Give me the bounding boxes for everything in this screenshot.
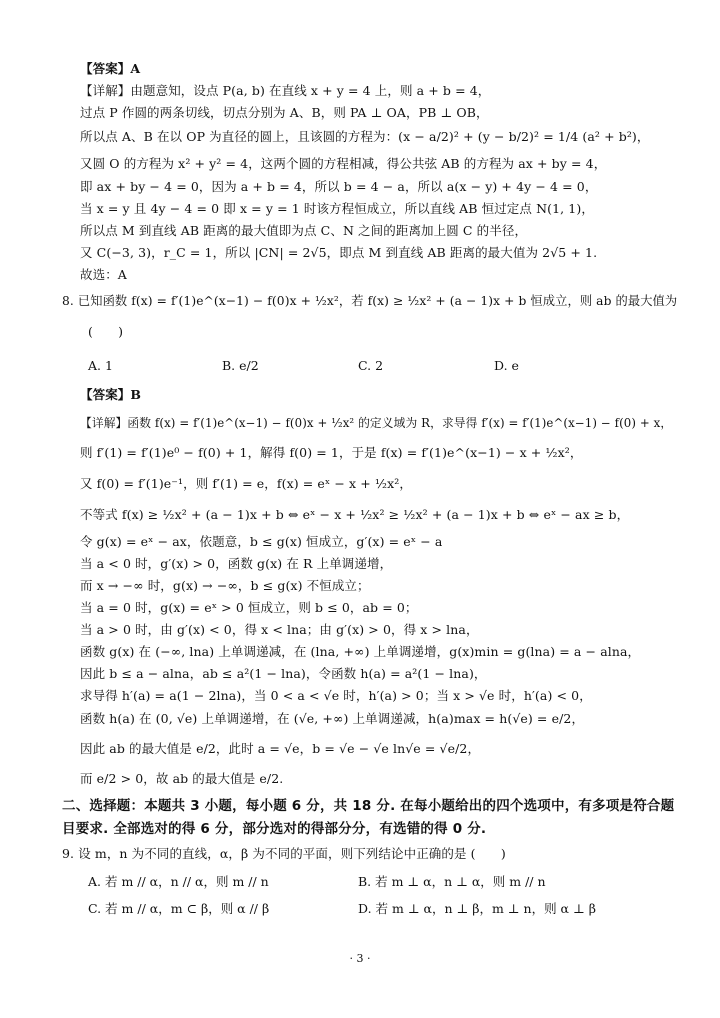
solution-line: 不等式 f(x) ≥ ½x² + (a − 1)x + b ⇔ eˣ − x + ½x² ≥ ½x² + (a − 1)x + b ⇔ eˣ − ax ≥ b，	[80, 507, 630, 522]
option-d: D. 若 m ⊥ α，n ⊥ β，m ⊥ n，则 α ⊥ β	[358, 901, 596, 916]
solution-line: 所以点 A、B 在以 OP 为直径的圆上，且该圆的方程为：(x − a/2)² + (y − b/2)² = 1/4 (a² + b²)，	[80, 129, 650, 144]
option-d: D. e	[494, 358, 519, 373]
solution-line: 即 ax + by − 4 = 0，因为 a + b = 4，所以 b = 4 − a，所以 a(x − y) + 4y − 4 = 0，	[80, 179, 598, 194]
section-heading-line: 目要求. 全部选对的得 6 分，部分选对的得部分分，有选错的得 0 分.	[62, 821, 487, 837]
solution-line: 而 x → −∞ 时，g(x) → −∞，b ≤ g(x) 不恒成立；	[80, 578, 370, 593]
solution-line: 当 a < 0 时，g′(x) > 0，函数 g(x) 在 R 上单调递增，	[80, 556, 393, 571]
question-stem: 9. 设 m，n 为不同的直线，α，β 为不同的平面，则下列结论中正确的是 ( )	[62, 846, 506, 861]
option-a: A. 1	[88, 358, 113, 373]
solution-line: 【详解】由题意知，设点 P(a, b) 在直线 x + y = 4 上，则 a + b = 4，	[80, 83, 491, 98]
solution-line: 故选：A	[80, 267, 127, 282]
option-c: C. 若 m // α，m ⊂ β，则 α // β	[88, 901, 270, 916]
solution-line: 当 x = y 且 4y − 4 = 0 即 x = y = 1 时该方程恒成立，所以直线 AB 恒过定点 N(1, 1)，	[80, 201, 594, 216]
page-number: · 3 ·	[349, 952, 371, 965]
question-stem: 8. 已知函数 f(x) = f′(1)e^(x−1) − f(0)x + ½x²，若 f(x) ≥ ½x² + (a − 1)x + b 恒成立，则 ab 的最大值为	[62, 294, 678, 308]
solution-line: 又 C(−3, 3)，r_C = 1，所以 |CN| = 2√5，即点 M 到直线 AB 距离的最大值为 2√5 + 1.	[80, 245, 598, 260]
option-b: B. 若 m ⊥ α，n ⊥ α，则 m // n	[358, 874, 546, 889]
solution-line: 【详解】函数 f(x) = f′(1)e^(x−1) − f(0)x + ½x² 的定义域为 R，求导得 f′(x) = f′(1)e^(x−1) − f(0) + x，	[80, 416, 673, 430]
answer-label: 【答案】A	[80, 61, 141, 76]
answer-paren: ( )	[88, 324, 124, 339]
option-a: A. 若 m // α，n // α，则 m // n	[88, 874, 269, 889]
solution-line: 又圆 O 的方程为 x² + y² = 4，这两个圆的方程相减，得公共弦 AB 的方程为 ax + by = 4，	[80, 156, 607, 171]
solution-line: 因此 b ≤ a − alna，ab ≤ a²(1 − lna)，令函数 h(a) = a²(1 − lna)，	[80, 666, 487, 681]
solution-line: 而 e/2 > 0，故 ab 的最大值是 e/2.	[80, 771, 284, 786]
solution-line: 因此 ab 的最大值是 e/2，此时 a = √e，b = √e − √e ln√e = √e/2，	[80, 741, 481, 756]
solution-line: 所以点 M 到直线 AB 距离的最大值即为点 C、N 之间的距离加上圆 C 的半径，	[80, 223, 528, 238]
option-c: C. 2	[358, 358, 384, 373]
solution-line: 当 a = 0 时，g(x) = eˣ > 0 恒成立，则 b ≤ 0，ab = 0；	[80, 600, 418, 615]
solution-line: 函数 h(a) 在 (0, √e) 上单调递增，在 (√e, +∞) 上单调递减，h(a)max = h(√e) = e/2，	[80, 711, 585, 726]
solution-line: 函数 g(x) 在 (−∞, lna) 上单调递减，在 (lna, +∞) 上单调递增，g(x)min = g(lna) = a − alna，	[80, 644, 641, 659]
solution-line: 当 a > 0 时，由 g′(x) < 0，得 x < lna；由 g′(x) > 0，得 x > lna，	[80, 622, 479, 637]
solution-line: 则 f′(1) = f′(1)e⁰ − f(0) + 1，解得 f(0) = 1，于是 f(x) = f′(1)e^(x−1) − x + ½x²，	[80, 445, 583, 460]
solution-line: 求导得 h′(a) = a(1 − 2lna)，当 0 < a < √e 时，h′(a) > 0；当 x > √e 时，h′(a) < 0，	[80, 688, 592, 703]
section-heading-line: 二、选择题：本题共 3 小题，每小题 6 分，共 18 分. 在每小题给出的四个选项中，有多项是符合题	[62, 798, 675, 814]
solution-line: 过点 P 作圆的两条切线，切点分别为 A、B，则 PA ⊥ OA，PB ⊥ OB，	[80, 105, 489, 120]
solution-line: 令 g(x) = eˣ − ax，依题意，b ≤ g(x) 恒成立，g′(x) = eˣ − a	[80, 534, 443, 549]
option-b: B. e/2	[222, 358, 259, 373]
solution-line: 又 f(0) = f′(1)e⁻¹，则 f′(1) = e，f(x) = eˣ − x + ½x²，	[80, 476, 412, 491]
answer-label: 【答案】B	[80, 387, 142, 402]
